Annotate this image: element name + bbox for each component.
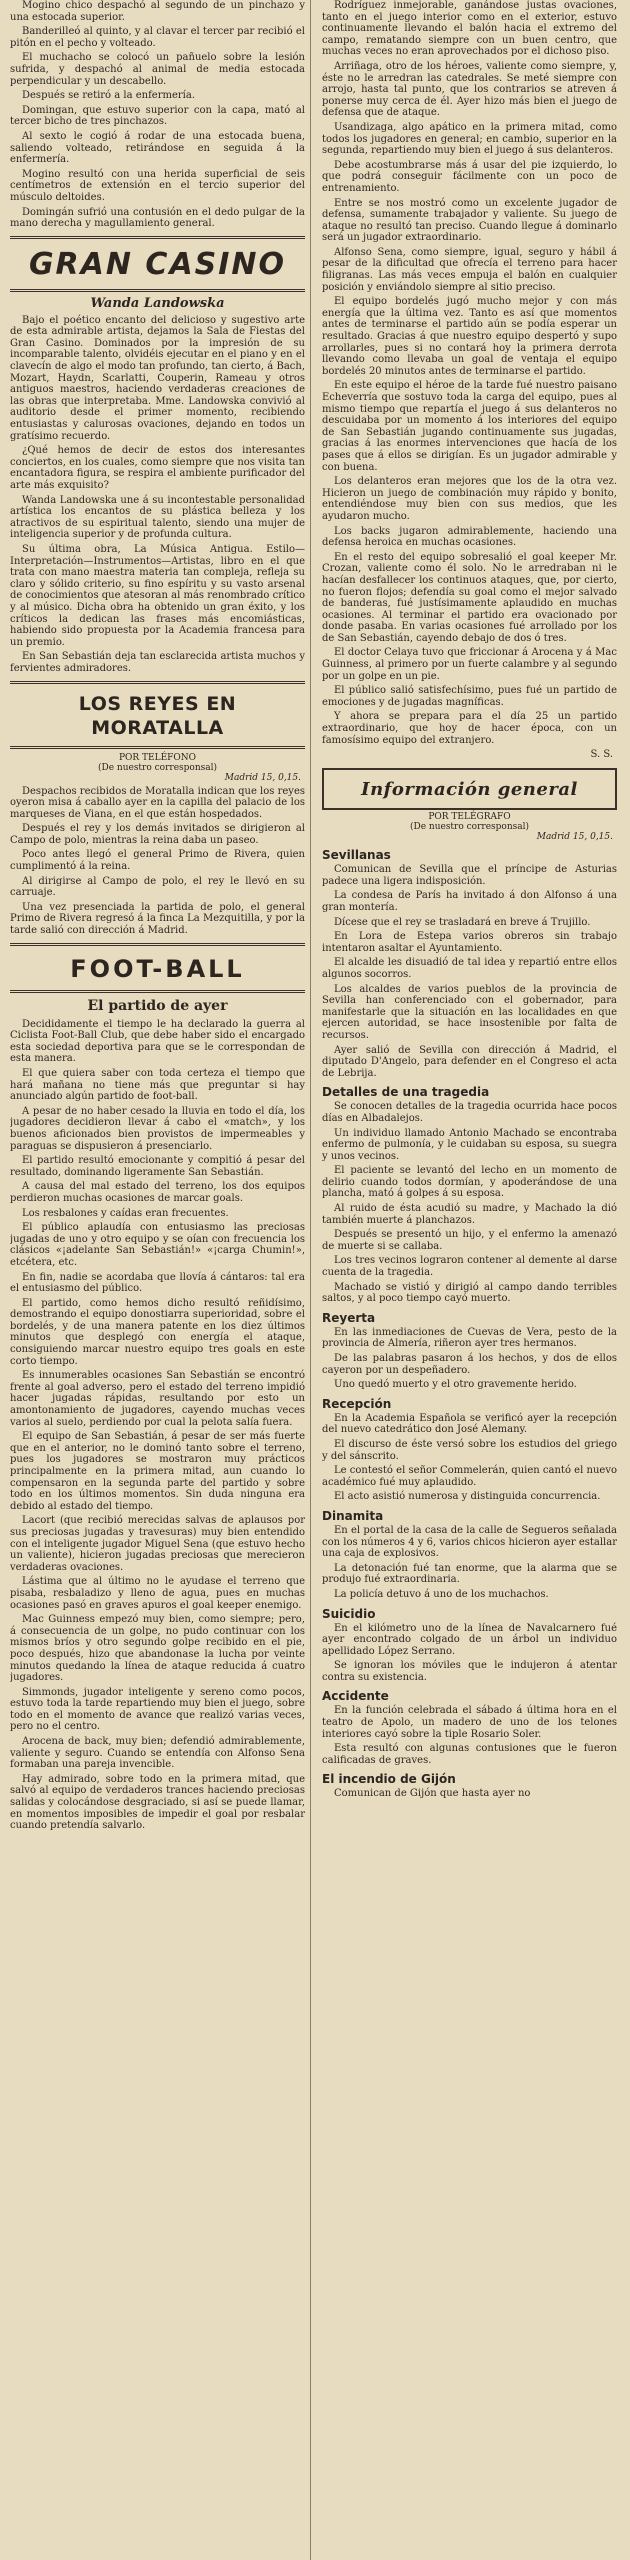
paragraph: El equipo bordelés jugó mucho mejor y con más energía que la última vez. Tanto es así que momentos antes de terminarse el partido aún se podía esperar un resultado. Gracias á que nuestro equipo despertó y supo arrollarles, pues si no contará hoy la primera derrota llevando como llevaba un goal de ventaja el equipo bordelés 20 minutos antes de terminarse el partido. bbox=[322, 296, 617, 377]
right-column bbox=[322, 0, 617, 2560]
paragraph: Comunican de Sevilla que el príncipe de Asturias padece una ligera indisposición. bbox=[322, 864, 617, 887]
paragraph: Lástima que al último no le ayudase el terreno que pisaba, resbaladizo y lleno de agua, pues en muchas ocasiones pasó en graves apuros el goal keeper enemigo. bbox=[10, 1576, 305, 1611]
paragraph: El discurso de éste versó sobre los estudios del griego y del sánscrito. bbox=[322, 1438, 617, 1462]
football-article bbox=[10, 1019, 305, 1832]
paragraph: Un individuo llamado Antonio Machado se encontraba enfermo de pulmonía, y le cuidaban su esposa, su suegra y unos vecinos. bbox=[322, 1127, 617, 1162]
paragraph: En el kilómetro uno de la línea de Navalcarnero fué ayer encontrado colgado de un árbol un individuo apellidado López Serrano. bbox=[322, 1622, 617, 1657]
reyes-heading: LOS REYES EN MORATALLA bbox=[78, 692, 237, 739]
bullfight-report bbox=[10, 0, 305, 230]
paragraph: Es innumerables ocasiones San Sebastián se encontró frente al goal adverso, pero el estado del terreno impidió hacer jugadas rápidas, resultando por esto un amontonamiento de jugadores, cayendo muchas veces varios al suelo, perdiendo por cual la pelota salía fuera. bbox=[10, 1370, 305, 1428]
paragraph: A pesar de no haber cesado la lluvia en todo el día, los jugadores decidieron llevar á cabo el «match», y los buenos aficionados bien provistos de impermeables y paraguas se dispusieron á presenciarlo. bbox=[10, 1105, 305, 1152]
paragraph: Simmonds, jugador inteligente y sereno como pocos, estuvo toda la tarde repartiendo muy bien el juego, sobre todo en el momento de avance que realizó varias veces, pero no el centro. bbox=[10, 1686, 305, 1733]
paragraph: Después se presentó un hijo, y el enfermo la amenazó de muerte si se callaba. bbox=[322, 1229, 617, 1252]
paragraph: Machado se vistió y dirigió al campo dando terribles saltos, y al poco tiempo cayó muerto. bbox=[322, 1281, 617, 1305]
column-rule bbox=[310, 0, 311, 2560]
football-subheading: El partido de ayer bbox=[87, 997, 228, 1014]
paragraph: El que quiera saber con toda certeza el tiempo que hará mañana no tiene más que preguntar si hay anunciado algún partido de foot-ball. bbox=[10, 1068, 305, 1103]
paragraph: Arriñaga, otro de los héroes, valiente como siempre, y, éste no le arredran las catedrales. Se meté siempre con arrojo, hasta tal punto, que los contrarios se atreven á ponerse muy cerca de él. Ayer hizo más bien el juego de defensa que de ataque. bbox=[322, 60, 617, 119]
paragraph: Los delanteros eran mejores que los de la otra vez. Hicieron un juego de combinación muy rápido y bonito, entendiéndose muy bien con sus medios, que les ayudaron mucho. bbox=[322, 476, 617, 522]
reyes-heading-frame bbox=[10, 681, 305, 749]
paragraph: Despachos recibidos de Moratalla indican que los reyes oyeron misa á caballo ayer en la capilla del palacio de los marqueses de Viana, en el que están hospedados. bbox=[10, 785, 305, 820]
paragraph: El alcalde les disuadió de tal idea y repartió entre ellos algunos socorros. bbox=[322, 957, 617, 980]
paragraph: En las inmediaciones de Cuevas de Vera, pesto de la provincia de Almería, riñeron ayer tres hermanos. bbox=[322, 1326, 617, 1350]
reyes-byline-correspondent: (De nuestro corresponsal) bbox=[97, 762, 217, 773]
paragraph: En la Academia Española se verificó ayer la recepción del nuevo catedrático don José Alemany. bbox=[322, 1412, 617, 1436]
paragraph: En el portal de la casa de la calle de Segueros señalada con los números 4 y 6, varios chicos hicieron ayer estallar una caja de explosivos. bbox=[322, 1524, 617, 1560]
paragraph: Debe acostumbrarse más á usar del pie izquierdo, lo que podrá conseguir fácilmente con un poco de entrenamiento. bbox=[322, 159, 617, 194]
paragraph: El acto asistió numerosa y distinguida concurrencia. bbox=[334, 1491, 601, 1503]
section-heading-reyerta: Reyerta bbox=[322, 1310, 376, 1325]
paragraph: Los backs jugaron admirablemente, haciendo una defensa heroica en muchas ocasiones. bbox=[322, 525, 617, 549]
paragraph: Mogino resultó con una herida superficial de seis centímetros de extensión en el tercio superior del músculo deltoides. bbox=[10, 168, 305, 203]
section-heading-gijon: El incendio de Gijón bbox=[322, 1772, 456, 1787]
paragraph: En el resto del equipo sobresalió el goal keeper Mr. Crozan, valiente como él solo. No le arredraban ni le hacían desfallecer los continuos ataques, que, por cierto, no fueron flojos; defendía su goal como el mejor salvado de banderas, fué justísimamente aplaudido en muchas ocasiones. Al terminar el partido era ovacionado por donde pasaba. En varias ocasiones fué arrollado por los de San Sebastián, cayendo debajo de dos ó tres. bbox=[322, 551, 617, 644]
paragraph: Lacort (que recibió merecidas salvas de aplausos por sus preciosas jugadas y travesuras) muy bien entendido con el inteligente jugador Miguel Sena (que estuvo hecho un valiente), hicieron jugadas preciosas que merecieron verdaderas ovaciones. bbox=[10, 1515, 305, 1573]
section-heading-tragedia: Detalles de una tragedia bbox=[322, 1085, 490, 1100]
paragraph: Alfonso Sena, como siempre, igual, seguro y hábil á pesar de la dificultad que ofrecía el terreno para hacer filigranas. Las más veces empuja el balón en cualquier posición y enviándolo siempre al sitio preciso. bbox=[322, 246, 617, 293]
info-heading-frame bbox=[322, 768, 617, 810]
section-heading-recepcion: Recepción bbox=[322, 1396, 392, 1411]
casino-subheading: Wanda Landowska bbox=[90, 295, 225, 311]
paragraph: Mogino chico despachó al segundo de un pinchazo y una estocada superior. bbox=[10, 0, 305, 23]
info-byline-correspondent: (De nuestro corresponsal) bbox=[409, 822, 529, 833]
paragraph: El partido, como hemos dicho resultó reñidísimo, demostrando el equipo donostiarra superioridad, sobre el bordelés, y de una manera patente en los diez últimos minutos que desplegó con energía el ataque, consiguiendo marcar nuestro equipo tres goals en este corto tiempo. bbox=[10, 1297, 305, 1367]
paragraph: Hay admirado, sobre todo en la primera mitad, que salvó al equipo de verdaderos trances haciendo preciosas salidas y colocándose desgraciado, si así se puede llamar, en momentos imposibles de impedir el goal por resbalar cuando pretendía salvarlo. bbox=[10, 1773, 305, 1832]
paragraph: El partido resultó emocionante y compitió á pesar del resultado, dominando ligeramente San Sebastián. bbox=[10, 1155, 305, 1178]
paragraph: Al sexto le cogió á rodar de una estocada buena, saliendo volteado, retirándose en seguida á la enfermería. bbox=[10, 130, 305, 166]
paragraph: Al dirigirse al Campo de polo, el rey le llevó en su carruaje. bbox=[10, 875, 305, 899]
paragraph: Poco antes llegó el general Primo de Rivera, quien cumplimentó á la reina. bbox=[10, 849, 305, 873]
football-heading-frame bbox=[10, 943, 305, 993]
paragraph: De las palabras pasaron á los hechos, y dos de ellos cayeron por un despeñadero. bbox=[322, 1353, 617, 1376]
paragraph: Los alcaldes de varios pueblos de la provincia de Sevilla han conferenciado con el gobernador, para manifestarle que la situación en las localidades en que ejercen autoridad, se hace insostenible por falta de recursos. bbox=[322, 983, 617, 1041]
paragraph: En este equipo el héroe de la tarde fué nuestro paisano Echeverría que sostuvo toda la carga del equipo, pues al mismo tiempo que repartía el juego á sus delanteros no descuidaba por un momento á los interiores del equipo de San Sebastián jugando continuamente sus jugadas, gracias á las enormes intervenciones que hacía de los pases que á ellos se dirigían. Es un jugador admirable y con buena. bbox=[322, 380, 617, 473]
paragraph: Comunican de Gijón que hasta ayer no bbox=[334, 1788, 531, 1800]
info-dateline: Madrid 15, 0,15. bbox=[536, 832, 613, 843]
paragraph: Después se retiró a la enfermería. bbox=[22, 90, 196, 102]
info-byline: POR TELÉGRAFO bbox=[428, 812, 511, 823]
paragraph: Ayer salió de Sevilla con dirección á Madrid, el diputado D'Angelo, para defender en el Congreso el acta de Lebrija. bbox=[322, 1044, 617, 1079]
paragraph: A causa del mal estado del terreno, los dos equipos perdieron muchas ocasiones de marcar goals. bbox=[10, 1181, 305, 1204]
paragraph: Rodríguez inmejorable, ganándose justas ovaciones, tanto en el juego interior como en el exterior, estuvo continuamente llevando el balón hacia el extremo del campo, rematando siempre con un buen centro, que muchas veces no eran aprovechados por el dichoso piso. bbox=[322, 0, 617, 58]
paragraph: Se ignoran los móviles que le indujeron á atentar contra su existencia. bbox=[322, 1660, 617, 1683]
paragraph: En fin, nadie se acordaba que llovía á cántaros: tal era el entusiasmo del público. bbox=[10, 1271, 305, 1295]
paragraph: En Lora de Estepa varios obreros sin trabajo intentaron asaltar el Ayuntamiento. bbox=[322, 931, 617, 954]
left-column bbox=[10, 0, 305, 2560]
paragraph: Los tres vecinos lograron contener al demente al darse cuenta de la tragedia. bbox=[322, 1255, 617, 1279]
paragraph: El muchacho se colocó un pañuelo sobre la lesión sufrida, y despachó al animal de media estocada perpendicular y un descabello. bbox=[10, 52, 305, 87]
football-heading: FOOT-BALL bbox=[70, 954, 245, 983]
paragraph: Banderilleó al quinto, y al clavar el tercer par recibió el pitón en el pecho y volteado. bbox=[10, 26, 305, 49]
paragraph: Una vez presenciada la partida de polo, el general Primo de Rivera regresó á la finca La Mezquitilla, y por la tarde salió con dirección á Madrid. bbox=[10, 901, 305, 937]
section-heading-suicidio: Suicidio bbox=[322, 1606, 376, 1621]
paragraph: Mac Guinness empezó muy bien, como siempre; pero, á consecuencia de un golpe, no pudo continuar con los mismos bríos y otro segundo golpe recibido en el pie, poco después, hizo que abandonase la lucha por veinte minutos quedando la línea de ataque reducida á cuatro jugadores. bbox=[10, 1614, 305, 1684]
paragraph: El doctor Celaya tuvo que friccionar á Arocena y á Mac Guinness, al primero por un fuerte calambre y al segundo por un golpe en un pie. bbox=[322, 647, 617, 682]
paragraph: Wanda Landowska une á su incontestable personalidad artística los encantos de su plástica belleza y los atractivos de su espiritual talento, siendo una mujer de inteligencia superior y de profunda cultura. bbox=[10, 494, 305, 541]
paragraph: Le contestó el señor Commelerán, quien cantó el nuevo académico fué muy aplaudido. bbox=[322, 1465, 617, 1488]
paragraph: El paciente se levantó del lecho en un momento de delirio cuando todos dormían, y apoderándose de una plancha, mató á golpes á su esposa. bbox=[322, 1165, 617, 1200]
paragraph: El público salió satisfechísimo, pues fué un partido de emociones y de jugadas magníficas. bbox=[322, 685, 617, 708]
paragraph: Entre se nos mostró como un excelente jugador de defensa, sumamente trabajador y valiente. Su juego de ataque no resultó tan preciso. Cuando llegue á dominarlo será un jugador extraordinario. bbox=[322, 197, 617, 244]
casino-heading: GRAN CASINO bbox=[28, 246, 287, 282]
reyes-article bbox=[10, 786, 305, 937]
paragraph: Y ahora se prepara para el día 25 un partido extraordinario, que hoy de hacer época, con un famosísimo equipo del extranjero. bbox=[322, 711, 617, 746]
paragraph: Su última obra, La Música Antigua. Estilo—Interpretación—Instrumentos—Artistas, libro en el que trata con mano maestra materia tan compleja, refleja su claro y sólido criterio, su fino espíritu y su vasto arsenal de conocimientos que atesoran al más renombrado crítico y al músico. Dicha obra ha obtenido un gran éxito, y los críticos la dedican las frases más encomiásticas, habiendo sido propuesta por la Academia francesa para un premio. bbox=[10, 543, 305, 648]
paragraph: Esta resultó con algunas contusiones que le fueron calificadas de graves. bbox=[322, 1743, 617, 1766]
paragraph: Uno quedó muerto y el otro gravemente herido. bbox=[334, 1379, 577, 1391]
football-article-continued bbox=[322, 0, 617, 746]
paragraph: La detonación fué tan enorme, que la alarma que se produjo fué extraordinaria. bbox=[322, 1562, 617, 1586]
reyes-dateline: Madrid 15, 0,15. bbox=[224, 772, 301, 783]
paragraph: Los resbalones y caídas eran frecuentes. bbox=[22, 1207, 229, 1219]
paragraph: En San Sebastián deja tan esclarecida artista muchos y fervientes admiradores. bbox=[10, 651, 305, 674]
paragraph: ¿Qué hemos de decir de estos dos interesantes conciertos, en los cuales, como siempre que nos visita tan encantadora figura, se respira el ambiente purificador del arte más exquisito? bbox=[10, 445, 305, 491]
paragraph: La policía detuvo á uno de los muchachos. bbox=[334, 1588, 549, 1600]
section-heading-dinamita: Dinamita bbox=[322, 1508, 384, 1523]
paragraph: Domingan, que estuvo superior con la capa, mató al tercer bicho de tres pinchazos. bbox=[10, 104, 305, 128]
paragraph: Después el rey y los demás invitados se dirigieron al Campo de polo, mientras la reina daba un paseo. bbox=[10, 823, 305, 846]
paragraph: Decididamente el tiempo le ha declarado la guerra al Ciclista Foot-Ball Club, que debe haber sido el encargado esta sociedad deportiva para que se le correspondan de esta manera. bbox=[10, 1018, 305, 1065]
paragraph: Bajo el poético encanto del delicioso y sugestivo arte de esta admirable artista, dejamos la Sala de Fiestas del Gran Casino. Dominados por la impresión de su incomparable talento, olvidéis ejecutar en el piano y en el clavecín de algo el modo tan profundo, tan cierto, á Bach, Mozart, Haydn, Scarlatti, Couperin, Rameau y otros antiguos maestros, haciendo verdaderas creaciones de las obras que interpretaba. Mme. Landowska convivió al auditorio desde el primer momento, recibiendo entusiastas y calurosas ovaciones, dejando en todos un gratísimo recuerdo. bbox=[10, 314, 305, 442]
paragraph: Usandizaga, algo apático en la primera mitad, como todos los jugadores en general; en cambio, superior en la segunda, repartiendo muy bien el juego á sus delanteros. bbox=[322, 121, 617, 157]
info-heading: Información general bbox=[361, 779, 578, 801]
paragraph: Domingán sufrió una contusión en el dedo pulgar de la mano derecha y magullamiento general. bbox=[10, 206, 305, 230]
reyes-byline: POR TELÉFONO bbox=[118, 752, 197, 763]
paragraph: Se conocen detalles de la tragedia ocurrida hace pocos días en Albadalejos. bbox=[322, 1101, 617, 1124]
paragraph: Dícese que el rey se trasladará en breve á Trujillo. bbox=[334, 916, 591, 928]
paragraph: Arocena de back, muy bien; defendió admirablemente, valiente y seguro. Cuando se entendía con Alfonso Sena formaban una pareja invencible. bbox=[10, 1736, 305, 1771]
section-heading-accidente: Accidente bbox=[322, 1689, 389, 1704]
casino-article bbox=[10, 315, 305, 675]
paragraph: El equipo de San Sebastián, á pesar de ser más fuerte que en el anterior, no le dominó tanto sobre el terreno, pues los jugadores se mostraron muy prácticos principalmente en la primera mitad, aun cuando lo compensaron en la segunda parte del partido y sobre todo en los últimos momentos. Sin duda ninguna era debido al estado del tiempo. bbox=[10, 1431, 305, 1512]
paragraph: La condesa de París ha invitado á don Alfonso á una gran montería. bbox=[322, 890, 617, 913]
paragraph: Al ruido de ésta acudió su madre, y Machado la dió también muerte á planchazos. bbox=[322, 1203, 617, 1226]
football-signature: S. S. bbox=[590, 749, 613, 761]
casino-heading-frame bbox=[10, 236, 305, 292]
paragraph: El público aplaudía con entusiasmo las preciosas jugadas de uno y otro equipo y se oían con frecuencia los clásicos «¡adelante San Sebastián!» «¡carga Chumin!», etcétera, etc. bbox=[10, 1222, 305, 1268]
section-heading-sevillanas: Sevillanas bbox=[322, 848, 391, 863]
paragraph: En la función celebrada el sábado á última hora en el teatro de Apolo, un madero de uno de los telones interiores cayó sobre la tiple Rosario Soler. bbox=[322, 1705, 617, 1740]
